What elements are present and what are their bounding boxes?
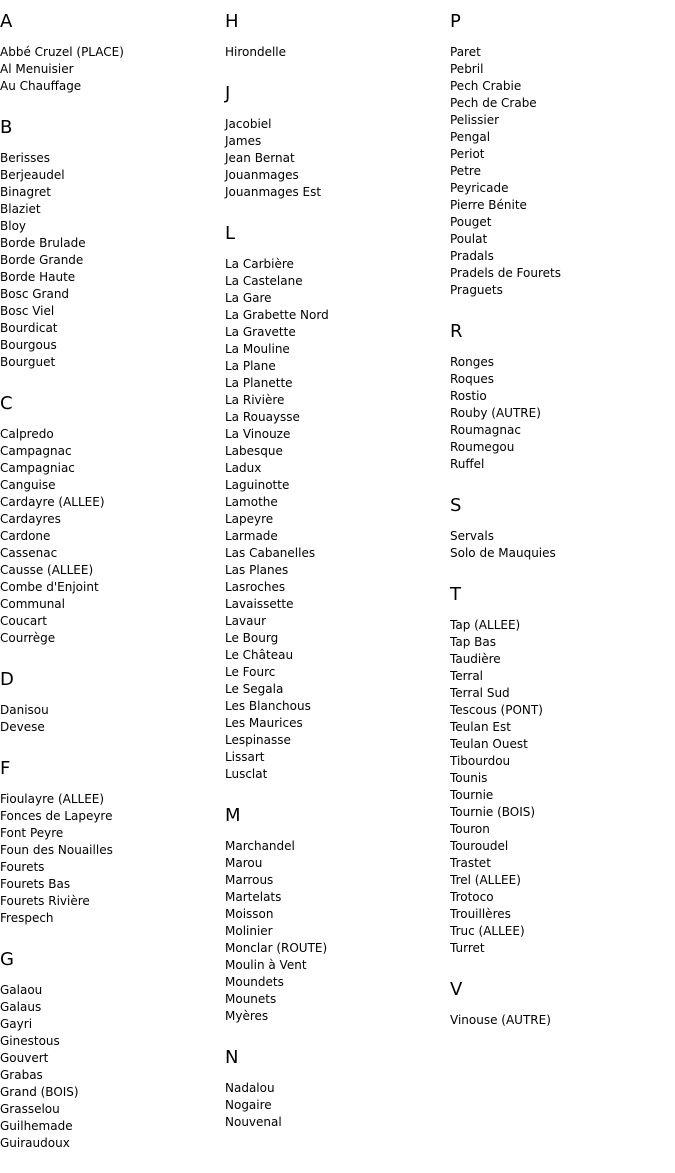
letter-heading: G <box>0 949 14 970</box>
place-link[interactable]: Nogaire <box>225 1098 272 1112</box>
place-link[interactable]: Marou <box>225 856 263 870</box>
place-link[interactable]: Martelats <box>225 890 282 904</box>
letter-group-p <box>450 10 670 299</box>
place-link[interactable]: Coucart <box>0 614 47 628</box>
place-link[interactable]: Tournie (BOIS) <box>450 805 536 819</box>
place-link[interactable]: Larmade <box>225 529 278 543</box>
place-link[interactable]: Le Bourg <box>225 631 279 645</box>
place-link[interactable]: Moisson <box>225 907 274 921</box>
place-link[interactable]: James <box>225 134 262 148</box>
place-link[interactable]: Cassenac <box>0 546 58 560</box>
place-link[interactable]: Causse (ALLEE) <box>0 563 94 577</box>
place-link[interactable]: Devese <box>0 720 45 734</box>
place-link[interactable]: Guiraudoux <box>0 1136 70 1150</box>
place-link[interactable]: Galaou <box>0 983 43 997</box>
place-link[interactable]: Campagnac <box>0 444 72 458</box>
place-link[interactable]: Cardayres <box>0 512 61 526</box>
letter-group-c <box>0 392 220 647</box>
place-link[interactable]: Tibourdou <box>450 754 511 768</box>
letter-heading: S <box>450 495 462 516</box>
place-link[interactable]: Ladux <box>225 461 262 475</box>
letter-heading: V <box>450 979 463 1000</box>
place-link[interactable]: Touroudel <box>450 839 509 853</box>
letter-heading: P <box>450 11 461 32</box>
place-link[interactable]: Grand (BOIS) <box>0 1085 79 1099</box>
letter-heading: H <box>225 11 239 32</box>
letter-heading: A <box>0 11 13 32</box>
letter-group-d <box>0 668 220 736</box>
place-link[interactable]: Mounets <box>225 992 277 1006</box>
place-link[interactable]: Bosc Viel <box>0 304 55 318</box>
place-link[interactable]: Laguinotte <box>225 478 290 492</box>
place-link[interactable]: Roques <box>450 372 494 386</box>
place-link[interactable]: Lavaissette <box>225 597 294 611</box>
place-link[interactable]: Praguets <box>450 283 503 297</box>
place-link[interactable]: Font Peyre <box>0 826 64 840</box>
place-link[interactable]: Jouanmages <box>225 168 299 182</box>
place-link[interactable]: Solo de Mauquies <box>450 546 556 560</box>
place-link[interactable]: La Gare <box>225 291 272 305</box>
place-link[interactable]: Foun des Nouailles <box>0 843 113 857</box>
place-link[interactable]: Cardone <box>0 529 51 543</box>
letter-group-s <box>450 494 670 562</box>
place-link[interactable]: Roumagnac <box>450 423 521 437</box>
place-link[interactable]: Galaus <box>0 1000 42 1014</box>
letter-group-l <box>225 222 445 783</box>
place-link[interactable]: Petre <box>450 164 481 178</box>
place-link[interactable]: Rouby (AUTRE) <box>450 406 541 420</box>
place-link[interactable]: Las Planes <box>225 563 289 577</box>
place-link[interactable]: Grasselou <box>0 1102 60 1116</box>
place-link[interactable]: La Planette <box>225 376 293 390</box>
place-link[interactable]: Paret <box>450 45 481 59</box>
place-link[interactable]: Pradals <box>450 249 494 263</box>
place-link[interactable]: Nouvenal <box>225 1115 282 1129</box>
place-link[interactable]: Tap Bas <box>450 635 496 649</box>
place-link[interactable]: La Carbière <box>225 257 294 271</box>
place-link[interactable]: Periot <box>450 147 485 161</box>
letter-heading: D <box>0 669 14 690</box>
letter-heading: N <box>225 1047 239 1068</box>
index-column-2 <box>225 10 445 1152</box>
letter-heading: C <box>0 393 13 414</box>
place-link[interactable]: Fourets <box>0 860 45 874</box>
place-link[interactable]: Truc (ALLEE) <box>450 924 525 938</box>
place-link[interactable]: Labesque <box>225 444 283 458</box>
place-link[interactable]: Jouanmages Est <box>225 185 322 199</box>
place-link[interactable]: Lapeyre <box>225 512 274 526</box>
place-link[interactable]: Pengal <box>450 130 491 144</box>
place-link[interactable]: Canguise <box>0 478 56 492</box>
place-link[interactable]: Fioulayre (ALLEE) <box>0 792 105 806</box>
place-link[interactable]: Terral Sud <box>450 686 510 700</box>
letter-heading: M <box>225 805 241 826</box>
place-link[interactable]: Les Maurices <box>225 716 303 730</box>
place-link[interactable]: Abbé Cruzel (PLACE) <box>0 45 124 59</box>
place-link[interactable]: La Gravette <box>225 325 296 339</box>
letter-heading: R <box>450 321 463 342</box>
place-link[interactable]: Danisou <box>0 703 49 717</box>
place-link[interactable]: Combe d'Enjoint <box>0 580 99 594</box>
letter-group-m <box>225 804 445 1025</box>
place-link[interactable]: Myères <box>225 1009 269 1023</box>
place-link[interactable]: Trastet <box>450 856 491 870</box>
place-link[interactable]: Binagret <box>0 185 51 199</box>
place-link[interactable]: Pech Crabie <box>450 79 522 93</box>
place-link[interactable]: Fourets Bas <box>0 877 71 891</box>
place-link[interactable]: Teulan Est <box>450 720 511 734</box>
place-link[interactable]: La Castelane <box>225 274 303 288</box>
letter-group-n <box>225 1046 445 1131</box>
place-link[interactable]: La Rouaysse <box>225 410 300 424</box>
place-link[interactable]: Fourets Rivière <box>0 894 90 908</box>
letter-group-t <box>450 583 670 957</box>
place-link[interactable]: Ginestous <box>0 1034 60 1048</box>
place-link[interactable]: Borde Grande <box>0 253 84 267</box>
letter-group-r <box>450 320 670 473</box>
place-link[interactable]: Les Blanchous <box>225 699 311 713</box>
letter-group-b <box>0 116 220 371</box>
place-link[interactable]: Pelissier <box>450 113 500 127</box>
place-link[interactable]: Moulin à Vent <box>225 958 307 972</box>
place-link[interactable]: Tournie <box>450 788 494 802</box>
place-link[interactable]: La Vinouze <box>225 427 291 441</box>
place-link[interactable]: La Grabette Nord <box>225 308 329 322</box>
place-link[interactable]: Au Chauffage <box>0 79 82 93</box>
place-link[interactable]: Calpredo <box>0 427 54 441</box>
place-link[interactable]: Fonces de Lapeyre <box>0 809 113 823</box>
place-link[interactable]: Jacobiel <box>225 117 272 131</box>
place-link[interactable]: Le Segala <box>225 682 284 696</box>
place-link[interactable]: Lespinasse <box>225 733 291 747</box>
place-link[interactable]: Borde Brulade <box>0 236 86 250</box>
place-link[interactable]: Berjeaudel <box>0 168 65 182</box>
place-link[interactable]: Marchandel <box>225 839 295 853</box>
letter-group-a <box>0 10 220 95</box>
place-link[interactable]: Jean Bernat <box>225 151 295 165</box>
place-link[interactable]: Trotoco <box>450 890 494 904</box>
letter-heading: L <box>225 223 236 244</box>
letter-heading: B <box>0 117 13 138</box>
place-link[interactable]: Molinier <box>225 924 273 938</box>
place-link[interactable]: Ruffel <box>450 457 485 471</box>
place-link[interactable]: Pebril <box>450 62 484 76</box>
place-link[interactable]: Pech de Crabe <box>450 96 537 110</box>
letter-group-j <box>225 82 445 201</box>
place-link[interactable]: Roumegou <box>450 440 515 454</box>
place-link[interactable]: Blaziet <box>0 202 41 216</box>
place-link[interactable]: Hirondelle <box>225 45 287 59</box>
place-link[interactable]: Ronges <box>450 355 494 369</box>
place-link[interactable]: Touron <box>450 822 490 836</box>
place-link[interactable]: Campagniac <box>0 461 75 475</box>
place-link[interactable]: Trel (ALLEE) <box>450 873 521 887</box>
place-link[interactable]: Al Menuisier <box>0 62 74 76</box>
place-link[interactable]: Vinouse (AUTRE) <box>450 1013 551 1027</box>
place-link[interactable]: Monclar (ROUTE) <box>225 941 328 955</box>
place-link[interactable]: La Plane <box>225 359 276 373</box>
place-link[interactable]: Lasroches <box>225 580 286 594</box>
place-link[interactable]: Le Château <box>225 648 294 662</box>
place-link[interactable]: Gouvert <box>0 1051 49 1065</box>
letter-heading: T <box>450 584 461 605</box>
place-link[interactable]: Le Fourc <box>225 665 276 679</box>
place-link[interactable]: Cardayre (ALLEE) <box>0 495 105 509</box>
letter-group-h <box>225 10 445 61</box>
place-link[interactable]: La Mouline <box>225 342 290 356</box>
place-link[interactable]: Poulat <box>450 232 488 246</box>
place-link[interactable]: Peyricade <box>450 181 509 195</box>
place-link[interactable]: Trouillères <box>450 907 511 921</box>
place-link[interactable]: Lissart <box>225 750 265 764</box>
letter-group-f <box>0 757 220 927</box>
place-link[interactable]: Pierre Bénite <box>450 198 527 212</box>
place-link[interactable]: Lamothe <box>225 495 278 509</box>
place-link[interactable]: Guilhemade <box>0 1119 73 1133</box>
place-link[interactable]: Bosc Grand <box>0 287 70 301</box>
place-link[interactable]: La Rivière <box>225 393 285 407</box>
place-link[interactable]: Bourguet <box>0 355 56 369</box>
place-link[interactable]: Lusclat <box>225 767 268 781</box>
place-link[interactable]: Bloy <box>0 219 27 233</box>
place-link[interactable]: Pradels de Fourets <box>450 266 561 280</box>
place-link[interactable]: Bourdicat <box>0 321 58 335</box>
place-link[interactable]: Pouget <box>450 215 492 229</box>
index-column-1 <box>0 10 220 1173</box>
place-link[interactable]: Tounis <box>450 771 488 785</box>
place-link[interactable]: Terral <box>450 669 484 683</box>
place-link[interactable]: Frespech <box>0 911 54 925</box>
place-link[interactable]: Grabas <box>0 1068 43 1082</box>
place-link[interactable]: Nadalou <box>225 1081 275 1095</box>
place-link[interactable]: Las Cabanelles <box>225 546 316 560</box>
place-link[interactable]: Turret <box>450 941 485 955</box>
place-link[interactable]: Borde Haute <box>0 270 76 284</box>
place-link[interactable]: Bourgous <box>0 338 57 352</box>
letter-heading: J <box>225 83 231 104</box>
letter-heading: F <box>0 758 11 779</box>
place-link[interactable]: Communal <box>0 597 65 611</box>
letter-group-v <box>450 978 670 1029</box>
letter-group-g <box>0 948 220 1152</box>
place-link[interactable]: Taudière <box>450 652 501 666</box>
place-link[interactable]: Tescous (PONT) <box>450 703 543 717</box>
place-link[interactable]: Servals <box>450 529 494 543</box>
place-link[interactable]: Teulan Ouest <box>450 737 528 751</box>
place-link[interactable]: Gayri <box>0 1017 33 1031</box>
place-link[interactable]: Rostio <box>450 389 487 403</box>
place-link[interactable]: Lavaur <box>225 614 267 628</box>
index-column-3 <box>450 10 670 1050</box>
place-link[interactable]: Tap (ALLEE) <box>450 618 521 632</box>
place-link[interactable]: Marrous <box>225 873 274 887</box>
place-link[interactable]: Courrège <box>0 631 56 645</box>
place-link[interactable]: Berisses <box>0 151 51 165</box>
place-link[interactable]: Moundets <box>225 975 284 989</box>
